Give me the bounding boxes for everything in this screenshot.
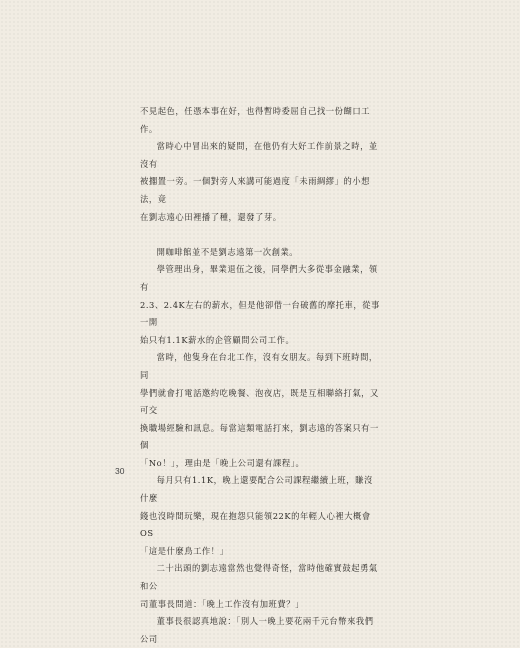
paragraph: 當時心中冒出來的疑問，在他仍有大好工作前景之時，並沒有 被擱置一旁。一個對旁人來講可能過度「未雨綢繆」的小想法，竟 在劉志遠心田裡播了種，還發了芽。	[140, 141, 378, 222]
paragraph: 每月只有1.1K，晚上還要配合公司課程繼續上班，賺沒什麼 錢也沒時間玩樂，現在抱怨只能領22K的年輕人心裡大概會OS 「這是什麼鳥工作！」	[140, 475, 373, 556]
paragraph: 二十出頭的劉志遠當然也覺得奇怪，當時他確實鼓起勇氣和公 司董事長問道：「晚上工作沒有加班費？」	[140, 563, 378, 609]
paragraph: 開咖啡館並不是劉志遠第一次創業。	[156, 246, 299, 257]
paragraph: 學管理出身，畢業退伍之後，同學們大多從事金融業，領有 2.3、2.4K左右的薪水，但是他卻借一台破舊的摩托車，從事一開 始只有1.1K薪水的企管顧問公司工作。	[140, 264, 380, 345]
paragraph: 不見起色，任憑本事在好，也得暫時委屈自己找一份餬口工作。	[140, 106, 371, 134]
paragraph: 董事長很認真地說：「別人一晚上要花兩千元台幣來我們公司	[140, 616, 374, 644]
page-number: 30	[115, 466, 125, 476]
paragraph: 當時，他隻身在台北工作，沒有女朋友。每到下班時間，同 學們就會打電話邀約吃晚餐、泡夜店，既是互相聯絡打氣，又可交 換職場經驗和訊息。每當這類電話打來，劉志遠的答案只有一個 「No！」，理由是「晚上公司還有課程」。	[140, 352, 379, 468]
body-text	[140, 103, 380, 648]
